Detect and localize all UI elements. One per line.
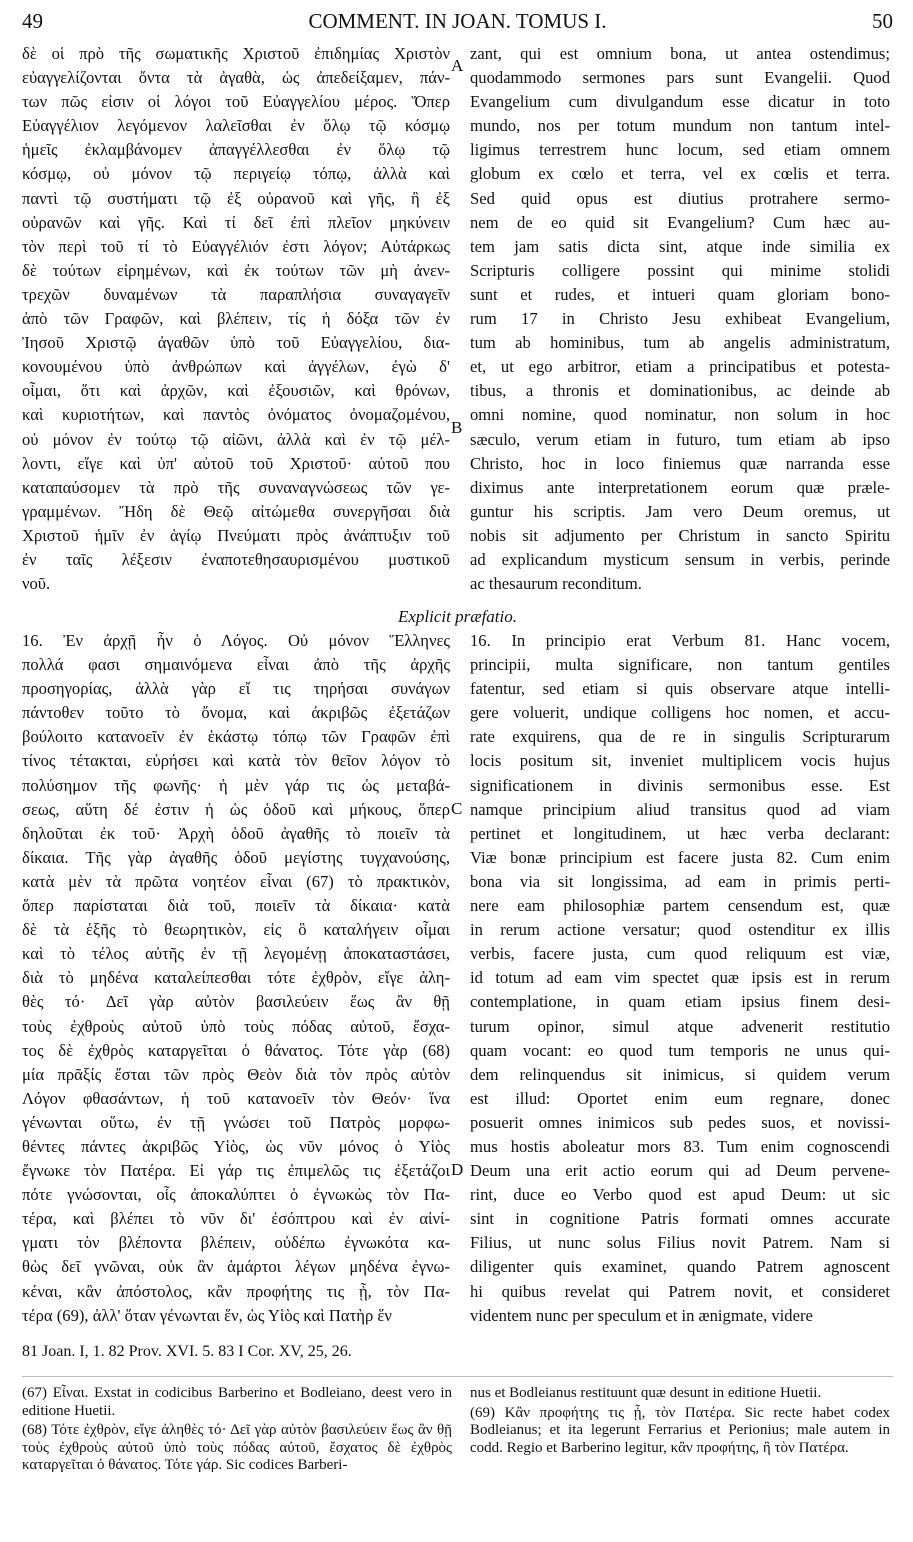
greek-text-line: καταπαύσομεν τὰ πρὸ τῆς συναναγνώσεως τῶν γε-	[22, 477, 450, 497]
latin-text-line: contemplatione, in quam etiam ipsius finem desi-	[470, 992, 890, 1012]
latin-text-line: rate exquirens, qua de re in singulis Scripturarum	[470, 727, 890, 747]
greek-text-line: Λόγον φθασάντων, ἡ τοῦ κατανοεῖν τὸν Θεόν· ἵνα	[22, 1088, 450, 1108]
greek-text-line: νοῦ.	[22, 574, 51, 594]
latin-text-line: bona via sit longissima, ad eam in primis perti-	[470, 871, 890, 891]
latin-text-line: Deum una erit actio eorum qui ad Deum pervene-	[470, 1161, 890, 1181]
latin-text-line: ad explicandum mysticum sensum in verbis, perinde	[470, 549, 890, 569]
greek-text-line: κατὰ μὲν τὰ πρῶτα νοητέον εἶναι (67) τὸ πρακτικὸν,	[22, 871, 450, 891]
greek-column-top	[22, 42, 450, 596]
explicit-praefatio: Explicit præfatio.	[398, 607, 517, 626]
greek-text-line: Ἰησοῦ Χριστῷ ἀγαθῶν ὑπὸ τοῦ Εὐαγγελίου, δια-	[22, 333, 450, 353]
greek-text-line: εὐαγγελίζονται ὄντα τὰ ἀγαθὰ, ὡς ἀπεδείξαμεν, πάν-	[22, 68, 450, 88]
greek-text-line: ἀπὸ τῶν Γραφῶν, καὶ βλέπειν, τίς ἡ δόξα τῶν ἐν	[22, 309, 450, 329]
greek-text-line: οὐ μόνον ἐν τούτῳ τῷ αἰῶνι, ἀλλὰ καὶ ἐν τῷ μέλ-	[22, 429, 450, 449]
greek-text-line: τρεχῶν δυναμένων τὰ παραπλήσια συναγαγεῖν	[22, 284, 450, 304]
latin-text-line: diligenter quis examinet, quando Patrem agnoscent	[470, 1257, 890, 1277]
greek-text-line: πάντοθεν τοῦτο τὸ ὄνομα, καὶ ἀκριβῶς ἐξετάζων	[22, 703, 450, 723]
latin-text-line: nere eam philosophiæ partem censendum est, quæ	[470, 896, 890, 916]
running-title: COMMENT. IN JOAN. TOMUS I.	[308, 9, 607, 33]
greek-text-line: διὰ τὸ μηδένα καταλείπεσθαι τότε ἐχθρὸν, εἴγε ἀλη-	[22, 968, 450, 988]
latin-text-line: quam vocant: eo quod tum temporis ne unus qui-	[470, 1040, 890, 1060]
greek-text-line: των πῶς εἰσιν οἱ λόγοι τοῦ Εὐαγγελίου μέρος. Ὅπερ	[22, 92, 450, 112]
greek-text-line: δὲ τούτων εἰρημένων, καὶ ἐκ τούτων τῶν μὴ ἀνεν-	[22, 260, 450, 280]
latin-text-line: Sed quid opus est diutius protrahere sermo-	[470, 188, 890, 208]
greek-column-main	[22, 629, 450, 1328]
latin-text-line: Filius, ut nunc solus Filius novit Patrem. Nam si	[470, 1233, 890, 1253]
latin-text-line: rum 17 in Christo Jesu exhibeat Evangelium,	[470, 309, 890, 329]
greek-text-line: ἔγνωκε τὸν Πατέρα. Εἰ γάρ τις ἐπιμελῶς τις ἐξετάζοι	[22, 1161, 450, 1181]
latin-text-line: locis positum sit, inveniet multiplicem vocis hujus	[470, 751, 890, 771]
latin-text-line: verbis, facere justa, cum quod reliquum est viæ,	[470, 944, 890, 964]
latin-text-line: omni nomine, quod nominatur, non solum in hoc	[470, 405, 890, 425]
latin-text-line: ac thesaurum reconditum.	[470, 574, 642, 594]
latin-text-line: gere voluerit, undique colligens hoc nomen, et accu-	[470, 703, 890, 723]
latin-text-line: sunt et rudes, et intueri quam gloriam bono-	[470, 284, 890, 304]
greek-text-line: δὲ οἱ πρὸ τῆς σωματικῆς Χριστοῦ ἐπιδημίας Χριστὸν	[22, 44, 450, 63]
greek-text-line: θέντες πάντες ἀκριβῶς Υἱὸς, ὡς νῦν μόνος ὁ Υἱὸς	[22, 1136, 450, 1156]
critical-note: (68) Τότε ἐχθρὸν, εἴγε ἀληθὲς τό· Δεῖ γὰρ αὐτὸν βασιλεύειν ἕως ἂν θῇ τοὺς ἐχθροὺς αὐτοῦ ὑπὸ τοὺς πόδας αὐτοῦ, ἔσχατος δὲ ἐχθρὸς καταργεῖται ὁ θάνατος. Τότε γάρ. Sic codices Barberi-	[22, 1422, 452, 1473]
latin-text-line: Scripturis colligere possint qui minime stolidi	[470, 260, 890, 280]
greek-text-line: Χριστοῦ ἡμῖν ἐν ἁγίῳ Πνεύματι πρὸς ἀνάπτυξιν τοῦ	[22, 525, 450, 545]
latin-text-line: id totum ad eam vim spectet quæ ipsis est in rerum	[470, 968, 890, 988]
latin-text-line: nem de eo quid sit Evangelium? Cum hæc au-	[470, 212, 890, 232]
greek-text-line: οὐρανῶν καὶ γῆς. Καὶ τί δεῖ ἐπὶ πλεῖον μηκύνειν	[22, 212, 450, 232]
greek-text-line: 16. Ἐν ἀρχῇ ἦν ὁ Λόγος. Οὐ μόνον Ἕλληνες	[22, 631, 450, 650]
greek-text-line: κόσμῳ, οὐ μόνον τῷ περιγείῳ τόπῳ, ἀλλὰ καὶ	[22, 164, 450, 184]
latin-text-line: nobis sit adjumento per Christum in sancto Spiritu	[470, 525, 890, 545]
greek-text-line: πολλά φασι σημαινόμενα εἶναι ἀπὸ τῆς ἀρχῆς	[22, 655, 450, 675]
latin-text-line: significationem in divinis sermonibus esse. Est	[470, 775, 890, 795]
latin-text-line: turum opinor, simul atque advenerit restitutio	[470, 1016, 890, 1036]
latin-text-line: quodammodo sermones pars sunt Evangelii. Quod	[470, 68, 890, 88]
page-header	[22, 6, 893, 36]
critical-notes-left	[22, 1385, 452, 1477]
greek-text-line: τὸν περὶ τοῦ τί τὸ Εὐαγγέλιόν ἐστι λόγον; Αὐτάρκως	[22, 236, 450, 256]
greek-text-line: προσηγορίας, ἀλλὰ γὰρ εἴ τις τηρήσαι συνάγων	[22, 679, 450, 699]
greek-text-line: δίκαια. Τῆς γὰρ ἀγαθῆς ὁδοῦ μεγίστης τυγχανούσης,	[22, 847, 450, 867]
greek-text-line: τος δὲ ἐχθρὸς καταργεῖται ὁ θάνατος. Τότε γὰρ (68)	[22, 1040, 450, 1060]
greek-text-line: Εὐαγγέλιον λεγόμενον λαλεῖσθαι ἐν ὅλῳ τῷ κόσμῳ	[22, 116, 450, 136]
greek-text-line: γραμμένων. Ἤδη δὲ Θεῷ αἰτώμεθα συνεργῆσαι διὰ	[22, 501, 450, 521]
greek-text-line: δηλοῦται ἐκ τοῦ· Ἀρχὴ ὁδοῦ ἀγαθῆς τὸ ποιεῖν τὰ	[22, 823, 450, 843]
latin-text-line: et, ut ego arbitror, etiam a principatibus et potesta-	[470, 357, 890, 377]
greek-text-line: μία πρᾶξίς ἔσται τῶν πρὸς Θεὸν διὰ τὸν πρὸς αὐτὸν	[22, 1064, 450, 1084]
greek-text-line: τέρα (69), ἀλλ' ὅταν γένωνται ἕν, ὡς Υἱὸς καὶ Πατὴρ ἕν	[22, 1305, 392, 1325]
greek-text-line: πολύσημον τῆς φωνῆς· ἡ μὲν γάρ τις ὡς μεταβά-	[22, 775, 450, 795]
latin-text-line: globum ex cœlo et terra, vel ex cœlis et terra.	[470, 164, 890, 184]
greek-text-line: κέναι, κἂν ἀπόστολος, κἂν προφήτης τις ᾖ, τὸν Πα-	[22, 1281, 450, 1301]
greek-text-line: θὲς τό· Δεῖ γὰρ αὐτὸν βασιλεύειν ἕως ἂν θῇ	[22, 992, 450, 1012]
greek-text-line: ἐν ταῖς λέξεσιν ἐναποτεθησαυρισμένου μυστικοῦ	[22, 549, 450, 569]
latin-text-line: Evangelium cum divulgandum esse dicatur in toto	[470, 92, 890, 112]
critical-note: (69) Κἂν προφήτης τις ᾖ, τὸν Πατέρα. Sic recte habet codex Bodleianus; et ita legerunt Ferrarius et Perionius; male autem in codd. Regio et Barberino legitur, κἂν προφήτης, ἢ τὸν Πατέρα.	[470, 1404, 890, 1456]
page-number-right: 50	[872, 9, 893, 33]
greek-text-line: τέρα, καὶ βλέπει τὸ νῦν δι' ἐσόπτρου καὶ ἐν αἰνί-	[22, 1209, 450, 1229]
scripture-footnote-references: 81 Joan. I, 1. 82 Prov. XVI. 5. 83 I Cor. XV, 25, 26.	[22, 1343, 352, 1360]
greek-text-line: τίνος τέτακται, εὑρήσει καὶ κατὰ τὸν θεῖον λόγον τὸ	[22, 751, 450, 771]
greek-text-line: καὶ κυριοτήτων, καὶ παντὸς ὀνόματος ὀνομαζομένου,	[22, 405, 450, 425]
critical-note: nus et Bodleianus restituunt quæ desunt in editione Huetii.	[470, 1385, 822, 1401]
latin-text-line: mus hostis aboleatur mors 83. Tum enim cognoscendi	[470, 1136, 890, 1156]
greek-text-line: καὶ τὸ τέλος αὐτῆς ἐν τῇ λεγομένῃ ἀποκαταστάσει,	[22, 944, 450, 964]
latin-text-line: ligimus terrestrem hunc locum, sed etiam omnem	[470, 140, 890, 160]
latin-text-line: tum ab hominibus, tum ab angelis administratum,	[470, 333, 890, 353]
greek-text-line: θὼς δεῖ γνῶναι, οὐκ ἂν ἁμάρτοι λέγων μηδένα ἐγνω-	[22, 1257, 450, 1277]
latin-text-line: hi quibus revelat qui Patrem novit, et consideret	[470, 1281, 890, 1301]
greek-text-line: βούλοιτο κατανοεῖν ἐν ἑκάστῳ τόπῳ τῶν Γραφῶν ἐπὶ	[22, 727, 450, 747]
latin-text-line: diximus ante interpretationem eorum quæ præle-	[470, 477, 890, 497]
latin-text-line: mundo, nos per totum mundum non tantum intel-	[470, 116, 890, 136]
greek-text-line: λοντι, εἴγε καὶ ὑπ' αὐτοῦ τοῦ Χριστοῦ· αὐτοῦ που	[22, 453, 450, 473]
latin-text-line: tibus, a thronis et dominationibus, ac deinde ab	[470, 381, 890, 401]
latin-text-line: fatentur, sed etiam si quis observare atque intelli-	[470, 679, 890, 699]
greek-text-line: κονουμένου ὑπὸ ἀνθρώπων καὶ ἀγγέλων, ἐγὼ δ'	[22, 357, 450, 377]
greek-text-line: γματι τὸν βλέποντα βλέπειν, οὐδέπω ἐγνωκότα κα-	[22, 1233, 450, 1253]
greek-text-line: πότε γνώσονται, οἷς ἀποκαλύπτει ὁ ἐγνωκὼς τὸν Πα-	[22, 1185, 450, 1205]
latin-text-line: Viæ bonæ principium est facere justa 82. Cum enim	[470, 847, 890, 867]
critical-notes-right	[470, 1385, 890, 1459]
latin-text-line: 16. In principio erat Verbum 81. Hanc vocem,	[470, 631, 890, 650]
greek-text-line: τοὺς ἐχθροὺς αὐτοῦ ὑπὸ τοὺς πόδας αὐτοῦ, ἔσχα-	[22, 1016, 450, 1036]
margin-letter-b: B	[451, 418, 463, 437]
latin-column-main	[470, 629, 890, 1328]
greek-text-line: ὅπερ παρίσταται διὰ τοῦ, ποιεῖν τὰ δίκαια· κατὰ	[22, 896, 450, 916]
latin-text-line: pertinet et longitudinem, ut hæc verba declarant:	[470, 823, 890, 843]
latin-text-line: sæculo, verum etiam in futuro, tum etiam ab ipso	[470, 429, 890, 449]
margin-letter-c: C	[451, 799, 463, 818]
critical-note: (67) Εἶναι. Exstat in codicibus Barberino et Bodleiano, deest vero in editione Huetii.	[22, 1385, 452, 1419]
margin-letter-a: A	[451, 56, 464, 75]
greek-text-line: οἶμαι, ὅτι καὶ ἀρχῶν, καὶ ἐξουσιῶν, καὶ θρόνων,	[22, 381, 450, 401]
latin-text-line: guntur his scriptis. Jam vero Deum oremus, ut	[470, 501, 890, 521]
latin-text-line: dem relinquendus sit inimicus, si quidem verum	[470, 1064, 890, 1084]
greek-text-line: ἡμεῖς ἐκλαμβάνομεν ἀπαγγέλλεσθαι ἐν ὅλῳ τῷ	[22, 140, 450, 160]
margin-letter-d: D	[451, 1160, 464, 1179]
latin-text-line: tem jam satis dicta sint, atque inde similia ex	[470, 236, 890, 256]
latin-text-line: in rerum actione versatur; quod ostenditur ex illis	[470, 920, 890, 940]
latin-text-line: Christo, hoc in loco finiemus quæ narranda esse	[470, 453, 890, 473]
latin-text-line: est illud: Oportet enim eum regnare, donec	[470, 1088, 890, 1108]
latin-text-line: zant, qui est omnium bona, ut antea ostendimus;	[470, 44, 890, 63]
page-number-left: 49	[22, 9, 43, 33]
latin-column-top	[470, 42, 890, 596]
latin-text-line: sint in cognitione Patris formati omnes accurate	[470, 1209, 890, 1229]
latin-text-line: rint, duce eo Verbo quod est apud Deum: ut sic	[470, 1185, 890, 1205]
latin-text-line: videntem nunc per speculum et in ænigmate, videre	[470, 1305, 813, 1325]
latin-text-line: namque principium aliud transitus quod ad viam	[470, 799, 890, 819]
greek-text-line: σεως, αὕτη δέ ἐστιν ἡ ὡς ὁδοῦ καὶ μήκους, ὅπερ	[22, 799, 450, 819]
notes-divider	[22, 1376, 893, 1377]
latin-text-line: principii, multa significare, non tantum gentiles	[470, 655, 890, 675]
greek-text-line: γένωνται οὕτω, ἐν τῇ γνώσει τοῦ Πατρὸς μορφω-	[22, 1112, 450, 1132]
greek-text-line: παντὶ τῷ συστήματι τῷ ἐξ οὐρανοῦ καὶ γῆς, ἢ ἐξ	[22, 188, 450, 208]
greek-text-line: δὲ τὰ ἑξῆς τὸ θεωρητικὸν, εἰς ὃ καταλήγειν οἶμαι	[22, 920, 450, 940]
latin-text-line: posuerit omnes inimicos sub pedes suos, et novissi-	[470, 1112, 890, 1132]
